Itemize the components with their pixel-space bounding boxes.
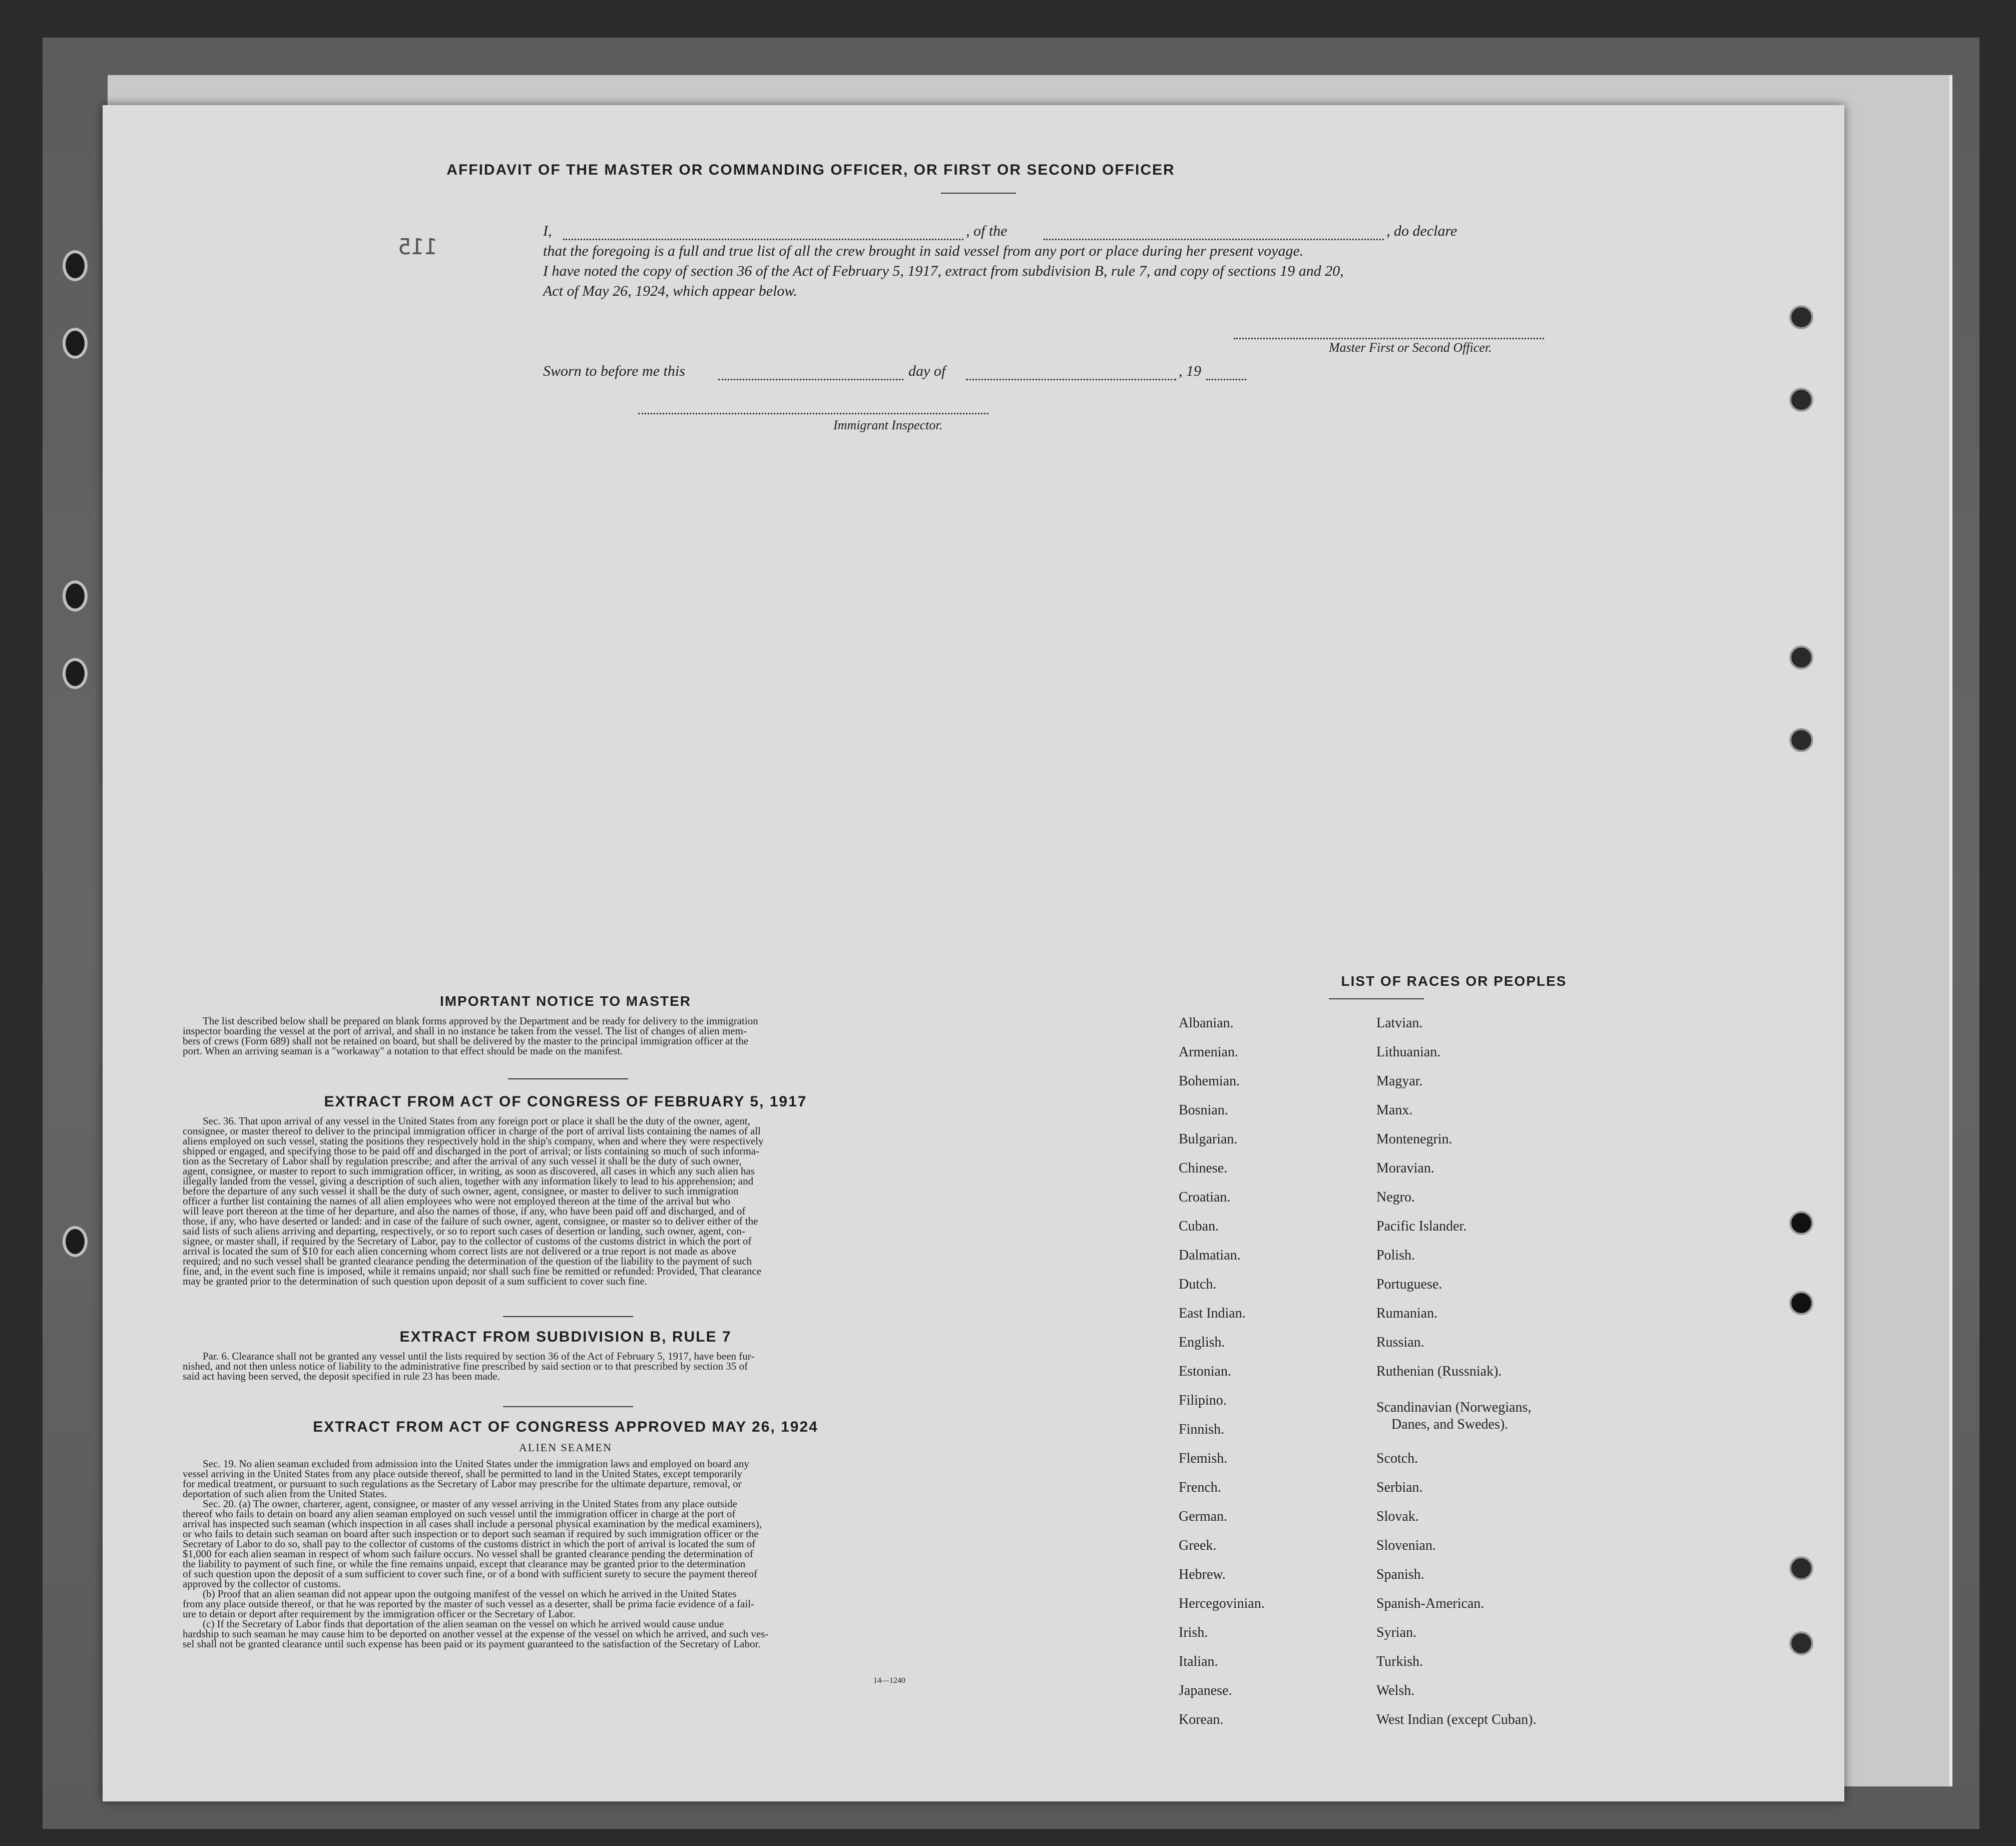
extract-1917-text	[183, 1116, 948, 1286]
extract-line: vessel arriving in the United States from any place outside thereof, shall be permitted to land in the United States, except temporarily	[183, 1468, 742, 1480]
form-number: 14—1240	[873, 1676, 905, 1685]
extract-line: nished, and not then unless notice of liability to the administrative fine prescribed by said section or to that prescribed by section 35 of	[183, 1360, 748, 1372]
affidavit-line-1	[543, 223, 1564, 243]
sworn-day-blank	[718, 379, 903, 380]
race-item: German.	[1179, 1509, 1228, 1524]
extract-line: $1,000 for each alien seaman in respect of whom such failure occurs. No vessel shall be granted clearance pending the determination of	[183, 1548, 753, 1560]
affidavit-line-4: Act of May 26, 1924, which appear below.	[543, 283, 797, 299]
race-item: Polish.	[1376, 1248, 1415, 1263]
race-item-scandinavian-line-2: Danes, and Swedes).	[1391, 1417, 1508, 1432]
title-underline	[941, 193, 1016, 194]
section-divider	[503, 1406, 633, 1407]
notice-text	[183, 1016, 948, 1056]
punch-hole	[1789, 1556, 1813, 1580]
race-item: Latvian.	[1376, 1015, 1423, 1031]
extract-line: before the departure of any such vessel it shall be the duty of such owner, agent, consignee, or master to deliver to such immigration	[183, 1185, 739, 1197]
extract-line: thereof who fails to detain on board any alien seaman employed on such vessel until the immigration officer in charge at the port of	[183, 1508, 736, 1520]
race-item: English.	[1179, 1335, 1225, 1350]
master-signature-label: Master First or Second Officer.	[1329, 340, 1492, 355]
extract-line: signee, or master shall, if required by the Secretary of Labor, pay to the collector of customs of the customs district in which the port of	[183, 1235, 752, 1247]
race-item: Lithuanian.	[1376, 1044, 1441, 1060]
race-item: Greek.	[1179, 1538, 1217, 1553]
section-divider	[508, 1078, 628, 1079]
race-item: French.	[1179, 1480, 1221, 1495]
extract-line: arrival has inspected such seaman (which inspection in all cases shall include a personal physical examination by the medical examiners),	[183, 1518, 762, 1530]
punch-hole	[63, 328, 88, 359]
race-item: Flemish.	[1179, 1451, 1228, 1466]
race-item: Spanish.	[1376, 1567, 1424, 1582]
race-item: Bulgarian.	[1179, 1131, 1238, 1147]
race-item: Pacific Islander.	[1376, 1218, 1467, 1234]
subdivision-b-title: EXTRACT FROM SUBDIVISION B, RULE 7	[399, 1329, 732, 1345]
race-item: Hebrew.	[1179, 1567, 1226, 1582]
extract-line: arrival is located the sum of $10 for each alien concerning whom correct lists are not delivered or a true report is not made as above	[183, 1245, 737, 1257]
extract-line: Sec. 20. (a) The owner, charterer, agent, consignee, or master of any vessel arriving in the United States from any place outside	[203, 1498, 737, 1510]
extract-line: from any place outside thereof, or that he was reported by the master of such vessel as a deserter, shall be prima facie evidence of a fail-	[183, 1598, 755, 1610]
race-item: Japanese.	[1179, 1683, 1232, 1698]
extract-line: illegally landed from the vessel, giving a description of such alien, together with any information likely to lead to his apprehension; and	[183, 1175, 754, 1187]
race-item: Russian.	[1376, 1335, 1424, 1350]
race-item: Dutch.	[1179, 1277, 1217, 1292]
races-title-underline	[1329, 998, 1424, 999]
inspector-signature-line	[638, 413, 988, 414]
extract-line: said lists of such aliens arriving and departing, respectively, or so to report such cases of desertion or landing, such owner, agent, con-	[183, 1225, 745, 1237]
extract-1924-title: EXTRACT FROM ACT OF CONGRESS APPROVED MAY 26, 1924	[313, 1419, 818, 1435]
extract-line: required; and no such vessel shall be granted clearance pending the determination of the question of the liability to the payment of such	[183, 1255, 752, 1267]
punch-hole	[1789, 388, 1813, 412]
sworn-year-blank	[1206, 379, 1246, 380]
day-of-label: day of	[908, 363, 946, 379]
race-item: Slovenian.	[1376, 1538, 1436, 1553]
punch-hole	[1789, 728, 1813, 752]
extract-line: for medical treatment, or pursuant to such regulations as the Secretary of Labor may prescribe for the ultimate departure, removal, or	[183, 1478, 742, 1490]
extract-line: hardship to such seaman he may cause him to be deported on another vessel at the expense of the vessel on which he arrived, and such ves-	[183, 1628, 769, 1640]
extract-line: aliens employed on such vessel, stating the positions they respectively hold in the ship's company, when and where they were respectively	[183, 1135, 764, 1147]
sworn-month-blank	[966, 379, 1176, 380]
master-signature-line	[1234, 338, 1544, 339]
extract-line: Sec. 36. That upon arrival of any vessel in the United States from any foreign port or place it shall be the duty of the owner, agent,	[203, 1115, 750, 1127]
race-item: Chinese.	[1179, 1160, 1228, 1176]
punch-hole	[1789, 305, 1813, 329]
affidavit-of-label: , of the	[966, 223, 1007, 239]
extract-line: fine, and, in the event such fine is imposed, while it remains unpaid; nor shall such fine be remitted or refunded: Provided, That clearance	[183, 1265, 762, 1277]
extract-line: Secretary of Labor to do so, shall pay to the collector of customs of the customs district in which the port of arrival is located the sum of	[183, 1538, 756, 1550]
extract-line: sel shall not be granted clearance until such expense has been paid or its payment guaranteed to the satisfaction of the Secretary of Labor.	[183, 1638, 761, 1650]
races-column-2	[1376, 1015, 1537, 1740]
race-item: Magyar.	[1376, 1073, 1423, 1089]
punch-hole	[63, 250, 88, 281]
races-column-1	[1179, 1015, 1265, 1740]
sworn-label: Sworn to before me this	[543, 363, 685, 379]
race-item: Spanish-American.	[1376, 1596, 1484, 1611]
race-item: Montenegrin.	[1376, 1131, 1452, 1147]
extract-line: tion as the Secretary of Labor shall by regulation prescribe; and after the arrival of any such vessel it shall be the duty of such owner,	[183, 1155, 742, 1167]
race-item-scandinavian	[1376, 1392, 1537, 1450]
sworn-line	[543, 363, 1354, 383]
race-item: Albanian.	[1179, 1015, 1234, 1031]
notice-line: The list described below shall be prepared on blank forms approved by the Department and be ready for delivery to the immigration	[203, 1015, 758, 1027]
extract-line: will leave port thereon at the time of her departure, and also the names of those, if any, who have been paid off and discharged, and of	[183, 1205, 746, 1217]
extract-line: or who fails to detain such seaman on board after such inspection or to deport such seaman if required by such immigration officer or the	[183, 1528, 759, 1540]
extract-line: (c) If the Secretary of Labor finds that deportation of the alien seaman on the vessel on which he arrived would cause undue	[203, 1618, 724, 1630]
affidavit-line-2: that the foregoing is a full and true list of all the crew brought in said vessel from any port or place during her present voyage.	[543, 243, 1304, 259]
race-item: Cuban.	[1179, 1218, 1219, 1234]
subdivision-b-text	[183, 1351, 948, 1381]
race-item: Rumanian.	[1376, 1306, 1438, 1321]
race-item: Korean.	[1179, 1712, 1224, 1727]
race-item: Welsh.	[1376, 1683, 1415, 1698]
race-item: Bohemian.	[1179, 1073, 1240, 1089]
race-item: Italian.	[1179, 1654, 1218, 1669]
race-item: Hercegovinian.	[1179, 1596, 1265, 1611]
race-item: Croatian.	[1179, 1189, 1231, 1205]
punch-hole	[1789, 1291, 1813, 1315]
affidavit-declare-label: , do declare	[1386, 223, 1457, 239]
extract-line: officer a further list containing the names of all alien employees who were not employed thereon at the time of the arrival but who	[183, 1195, 731, 1207]
extract-1924-text	[183, 1459, 948, 1649]
punch-hole	[63, 658, 88, 689]
race-item: Estonian.	[1179, 1364, 1231, 1379]
notice-line: inspector boarding the vessel at the port of arrival, and shall in no instance be taken from the vessel. The list of changes of alien mem-	[183, 1025, 747, 1037]
race-item: Portuguese.	[1376, 1277, 1442, 1292]
race-item: East Indian.	[1179, 1306, 1246, 1321]
year-label: , 19	[1179, 363, 1201, 379]
race-item: Finnish.	[1179, 1422, 1225, 1437]
affidavit-title: AFFIDAVIT OF THE MASTER OR COMMANDING OFFICER, OR FIRST OR SECOND OFFICER	[446, 162, 1175, 178]
punch-hole	[63, 1226, 88, 1257]
extract-line: said act having been served, the deposit specified in rule 23 has been made.	[183, 1370, 500, 1382]
extract-line: of such question upon the deposit of a sum sufficient to cover such fine, or of a bond with sufficient surety to secure the payment thereof	[183, 1568, 758, 1580]
extract-1917-title: EXTRACT FROM ACT OF CONGRESS OF FEBRUARY 5, 1917	[324, 1093, 807, 1110]
extract-1924-subtitle: ALIEN SEAMEN	[519, 1441, 612, 1454]
race-item: Irish.	[1179, 1625, 1208, 1640]
race-item: Bosnian.	[1179, 1102, 1228, 1118]
notice-line: bers of crews (Form 689) shall not be retained on board, but shall be delivered by the master to the principal immigration officer at the	[183, 1035, 749, 1047]
race-item: Syrian.	[1376, 1625, 1417, 1640]
punch-hole	[1789, 1631, 1813, 1655]
page-number: 115	[398, 234, 438, 260]
race-item: West Indian (except Cuban).	[1376, 1712, 1537, 1727]
extract-line: approved by the collector of customs.	[183, 1578, 341, 1590]
notice-line: port. When an arriving seaman is a "workaway" a notation to that effect should be made on the manifest.	[183, 1045, 623, 1057]
punch-hole	[1789, 646, 1813, 670]
form-sheet	[103, 105, 1844, 1801]
race-item: Turkish.	[1376, 1654, 1423, 1669]
extract-line: shipped or engaged, and specifying those to be paid off and discharged in the port of arrival; or lists containing so much of such informa-	[183, 1145, 760, 1157]
race-item: Armenian.	[1179, 1044, 1238, 1060]
race-item: Negro.	[1376, 1189, 1415, 1205]
extract-line: deportation of such alien from the United States.	[183, 1488, 387, 1500]
affidavit-line-3: I have noted the copy of section 36 of the Act of February 5, 1917, extract from subdivision B, rule 7, and copy of sections 19 and 20,	[543, 263, 1344, 279]
punch-hole	[1789, 1211, 1813, 1235]
race-item: Manx.	[1376, 1102, 1413, 1118]
name-blank	[563, 239, 963, 240]
race-item: Scotch.	[1376, 1451, 1418, 1466]
extract-line: the liability to payment of such fine, or while the fine remains unpaid, except that clearance may be granted prior to the determination	[183, 1558, 746, 1570]
extract-line: Sec. 19. No alien seaman excluded from admission into the United States under the immigration laws and employed on board any	[203, 1458, 749, 1470]
extract-line: consignee, or master thereof to deliver to the principal immigration officer in charge of the port of arrival lists containing the names of all	[183, 1125, 761, 1137]
races-title: LIST OF RACES OR PEOPLES	[1341, 973, 1567, 989]
punch-hole	[63, 580, 88, 611]
race-item: Ruthenian (Russniak).	[1376, 1364, 1502, 1379]
extract-line: those, if any, who have deserted or landed: and in case of the failure of such owner, agent, consignee, or master so to deliver either of the	[183, 1215, 758, 1227]
extract-line: ure to detain or deport after requirement by the immigration officer or the Secretary of Labor.	[183, 1608, 576, 1620]
extract-line: Par. 6. Clearance shall not be granted any vessel until the lists required by section 36 of the Act of February 5, 1917, have been fur-	[203, 1350, 755, 1362]
extract-line: may be granted prior to the determination of such question upon deposit of a sum sufficient to cover such fine.	[183, 1275, 648, 1287]
affidavit-i-label: I,	[543, 223, 552, 239]
notice-title: IMPORTANT NOTICE TO MASTER	[439, 993, 692, 1009]
extract-line: (b) Proof that an alien seaman did not appear upon the outgoing manifest of the vessel on which he arrived in the United States	[203, 1588, 737, 1600]
race-item: Moravian.	[1376, 1160, 1434, 1176]
vessel-blank	[1044, 239, 1384, 240]
race-item: Serbian.	[1376, 1480, 1423, 1495]
race-item-scandinavian-line-1: Scandinavian (Norwegians,	[1376, 1400, 1532, 1415]
section-divider	[503, 1316, 633, 1317]
inspector-signature-label: Immigrant Inspector.	[833, 418, 943, 432]
race-item: Dalmatian.	[1179, 1248, 1241, 1263]
extract-line: agent, consignee, or master to report to such immigration officer, in writing, as soon as discovered, all cases in which any such alien has	[183, 1165, 755, 1177]
race-item: Filipino.	[1179, 1393, 1227, 1408]
race-item: Slovak.	[1376, 1509, 1419, 1524]
